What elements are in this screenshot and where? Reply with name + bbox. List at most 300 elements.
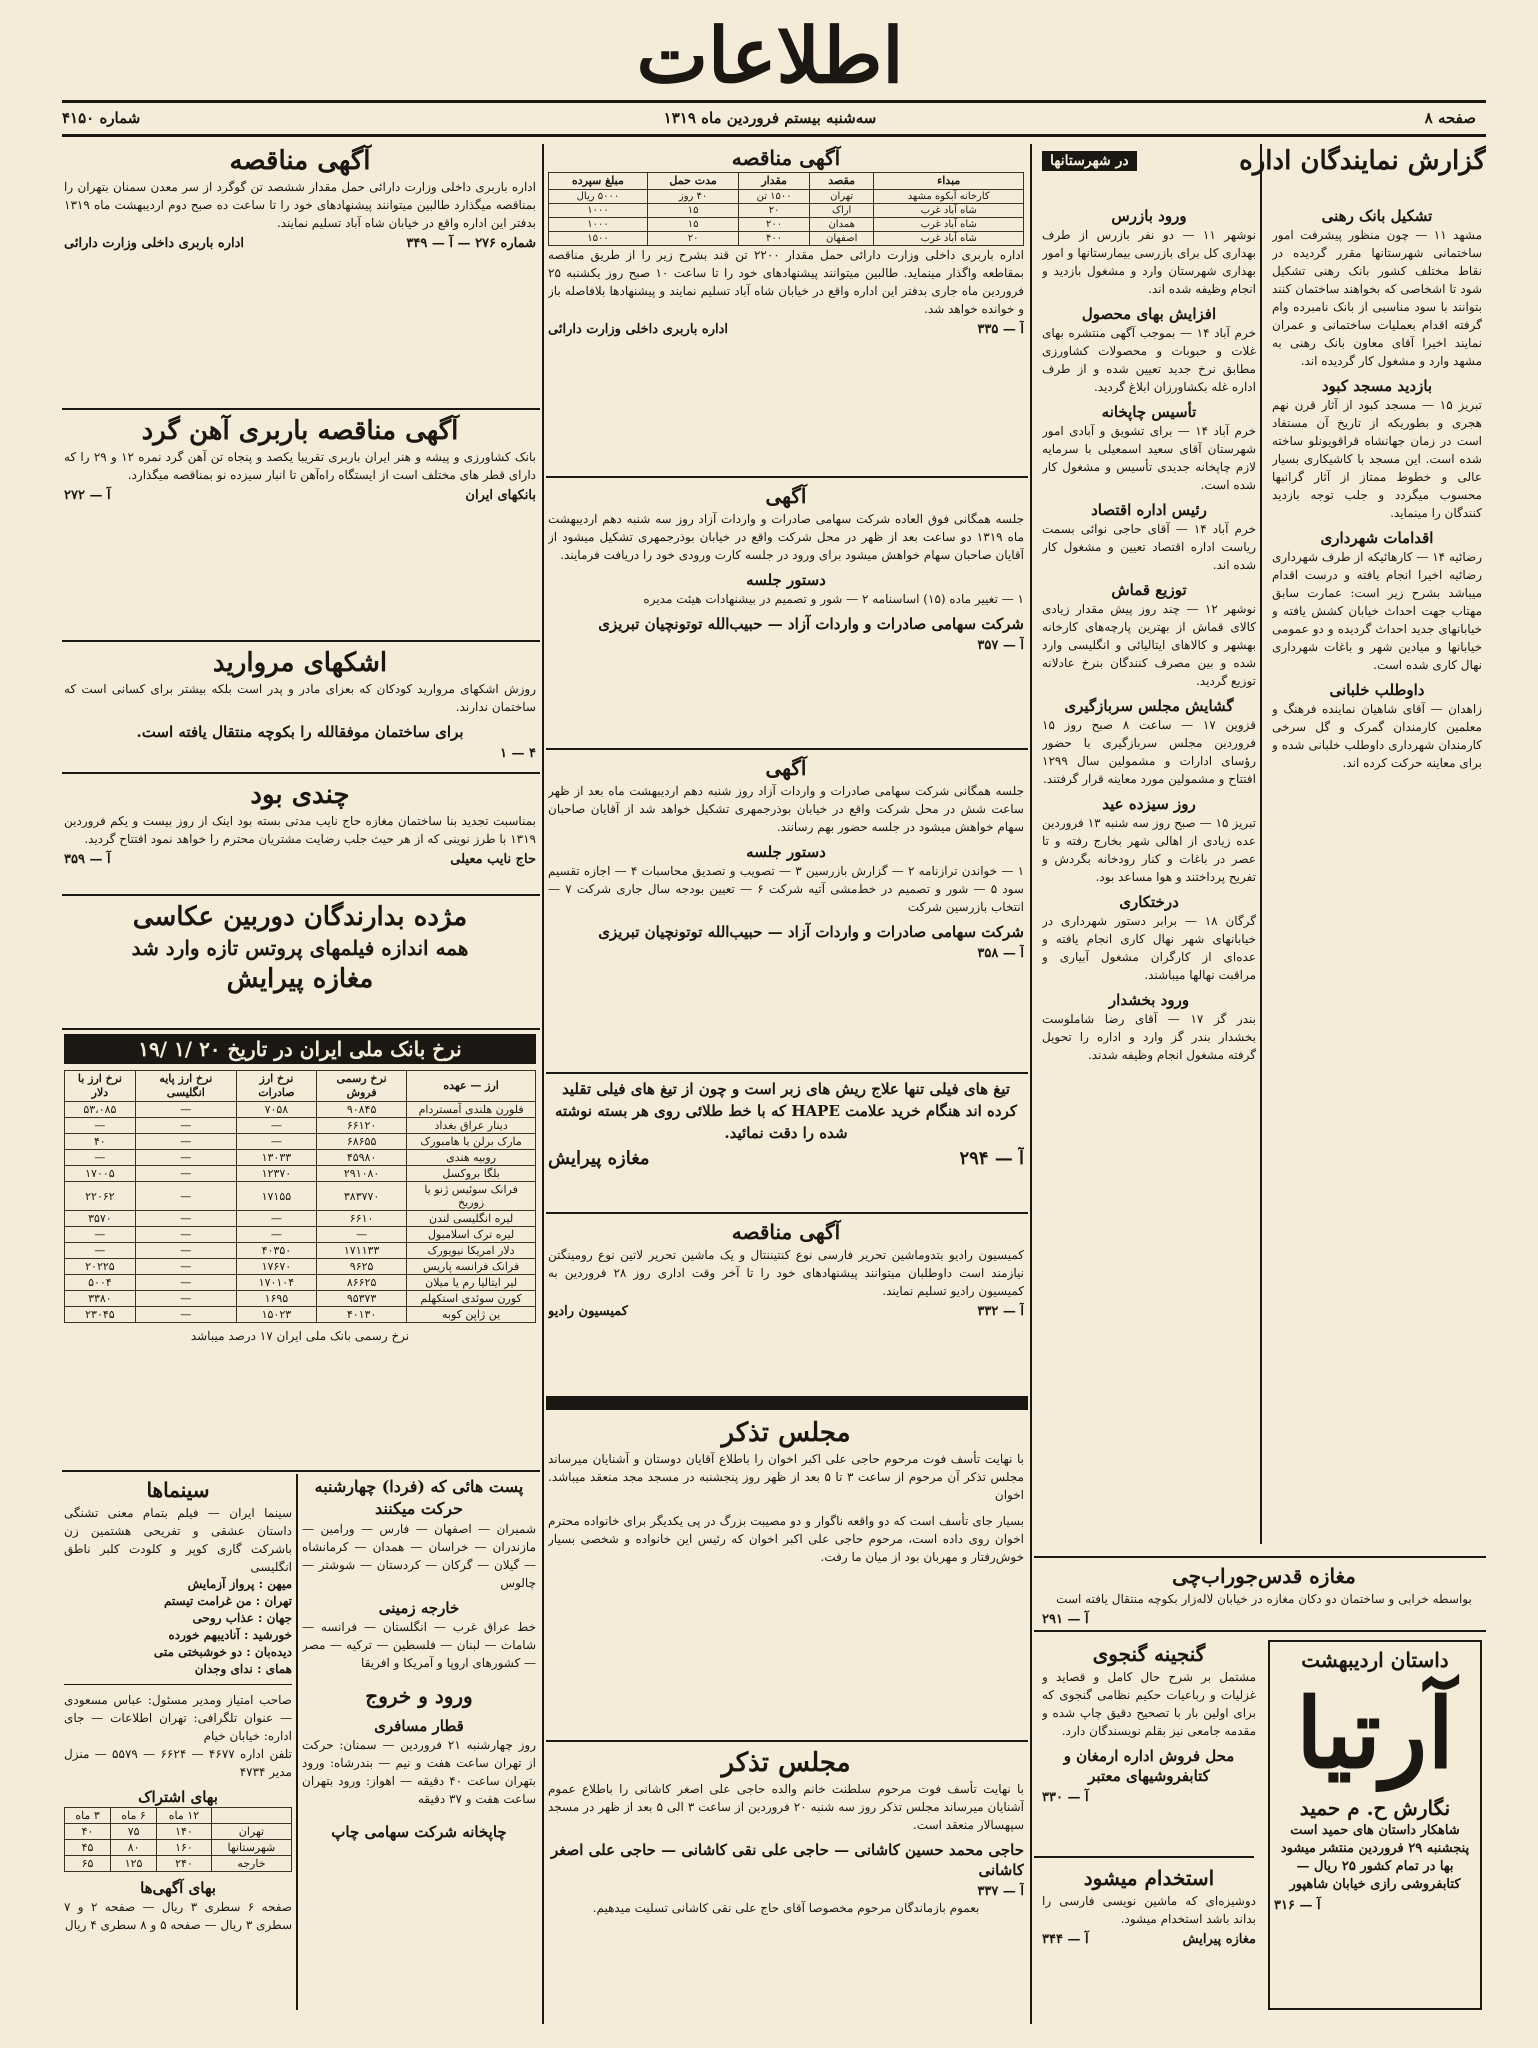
camera-film-text: همه اندازه فیلمهای پروتس تازه وارد شد: [131, 936, 469, 960]
tender-ad-sugar: [548, 144, 1024, 470]
iron-transport-ad: [64, 414, 536, 634]
memorial1-title: مجلس تذکر: [721, 1418, 851, 1448]
iron-transport-signature: بانکهای ایران: [465, 488, 536, 503]
rate-row: [65, 1259, 536, 1275]
chandi-title: چندی بود: [250, 780, 350, 810]
cinema-and-info: [64, 1476, 292, 2010]
pilot-article: زاهدان — آقای شاهیان نماینده فرهنگ و معلمین کارمندان گمرک و گل سرخی کارمندان شهرداری داوطلب خلبانی شده و برای معاینه حرکت کرده اند.: [1272, 702, 1482, 770]
rate-cell: —: [236, 1227, 316, 1243]
chandi-text: بمناسبت تجدید بنا ساختمان مغازه حاج نایب مدتی بسته بود اینک از روز بیست و یکم فروردین ۱۳۱۹ با طرز نوینی که از هر حیث جلب رضایت مشتریان محترم را خواهد نمود افتتاح گردید.: [64, 814, 536, 846]
subscription-table: [64, 1807, 292, 1872]
rate-cell: ۱۲۳۷۰: [236, 1166, 316, 1182]
phone-info: تلفن اداره ۴۶۷۷ — ۶۶۲۴ — ۵۵۷۹ — منزل مدیر ۴۷۳۴: [64, 1747, 292, 1779]
hiring-code: آ — ۳۴۴: [1042, 1932, 1089, 1947]
divider: [1034, 1630, 1486, 1632]
ganjineh-title: گنجینه گنجوی: [1092, 1642, 1206, 1666]
table-cell: ۵۰۰۰ ریال: [549, 190, 648, 204]
exchange-rates-title: نرخ بانک ملی ایران در تاریخ ۲۰ /۱ /۱۹: [64, 1034, 536, 1064]
rate-cell: —: [135, 1211, 236, 1227]
subscription-cell: ۸۰: [111, 1840, 157, 1856]
cinema-list-item: خورشید : آنادیبهم خورده: [168, 1628, 292, 1642]
rate-cell: لیره ترک اسلامبول: [407, 1227, 536, 1243]
rate-cell: —: [65, 1227, 136, 1243]
camera-film-ad: [64, 900, 536, 1024]
subscription-row: [65, 1808, 292, 1824]
rate-cell: —: [65, 1243, 136, 1259]
rate-cell: ۱۶۹۵: [236, 1291, 316, 1307]
divider: [546, 1740, 1028, 1742]
notice1-agenda-title: دستور جلسه: [746, 571, 826, 589]
rate-row: [65, 1134, 536, 1150]
rate-cell: ۴۰۳۵۰: [236, 1243, 316, 1259]
rate-cell: —: [135, 1102, 236, 1118]
cinema-list: [64, 1576, 292, 1678]
tender2-title: آگهی مناقصه: [731, 1220, 841, 1244]
rate-cell: ۲۹۱۰۸۰: [317, 1166, 407, 1182]
table-cell: ۲۰: [647, 232, 738, 246]
notice2-text: جلسه همگانی شرکت سهامی صادرات و واردات آزاد روز شنبه دهم اردیبهشت ماه بعد از ظهر ساعت شش در محل شرکت واقع در خیابان بوذرجمهری تشکیل خواهد شد از آقایان صاحبان سهام خواهش میشود در جلسه حضور بهم رسانند.: [548, 784, 1024, 834]
rate-row: [65, 1102, 536, 1118]
table-cell: ۲۰۰: [739, 218, 810, 232]
rate-cell: ۴۰: [65, 1134, 136, 1150]
tender2-text: کمیسیون رادیو بتدوماشین تحریر فارسی نوع کنتیننتال و یک ماشین تحریر لاتین نوع رومینگتن نیازمند است داوطلبان میتوانند پیشنهادهای خود را تا آخر وقت اداری روز ۲۸ فروردین به کمیسیون رادیو تسلیم نمایند.: [548, 1248, 1024, 1298]
rate-cell: ۷۰۵۸: [236, 1102, 316, 1118]
rate-cell: فرانک فرانسه پاریس: [407, 1259, 536, 1275]
rate-row: [65, 1227, 536, 1243]
rate-cell: —: [135, 1243, 236, 1259]
story-ad: [1268, 1640, 1482, 2010]
cinema-list-item: همای : ندای وجدان: [194, 1662, 292, 1676]
table-header-cell: نرخ ارز با دلار: [65, 1071, 136, 1102]
kuds-ad-text: بواسطه خرابی و ساختمان دو دکان مغازه در خیابان لاله‌زار بکوچه منتقال یافته است: [1056, 1592, 1472, 1606]
table-header-row: [549, 173, 1024, 190]
divider: [62, 640, 540, 642]
column-divider: [1260, 144, 1262, 1544]
rate-cell: ۱۷۱۱۳۳: [317, 1243, 407, 1259]
rate-cell: لیره انگلیسی لندن: [407, 1211, 536, 1227]
rate-row: [65, 1150, 536, 1166]
subscription-cell: تهران: [211, 1824, 291, 1840]
notice-ad-1: [548, 482, 1024, 744]
table-header-cell: نرخ ارز پایه انگلیسی: [135, 1071, 236, 1102]
rate-cell: —: [135, 1291, 236, 1307]
table-header-cell: نرخ رسمی فروش: [317, 1071, 407, 1102]
rate-cell: ۱۵۰۲۳: [236, 1307, 316, 1323]
tender1-text: اداره باربری داخلی وزارت دارائی حمل مقدار ۲۲۰۰ تن قند بشرح زیر را از طریق مناقصه بمقاطعه واگذار مینماید. طالبین میتوانند پیشنهادهای خود را تا ساعت ۱۰ صبح روز یکشنبه ۲۵ فروردین ماه جاری بدفتر این اداره واقع در خیابان شاه آباد تسلیم نمایند و پیشنهادها بلافاصله باز و خوانده خواهد شد.: [548, 248, 1024, 316]
rate-cell: —: [135, 1227, 236, 1243]
arrival-title: ورود و خروج: [365, 1684, 473, 1708]
exchange-rates-table: [64, 1070, 536, 1323]
rate-row: [65, 1166, 536, 1182]
exchange-rates: [64, 1034, 536, 1466]
table-cell: ۴۰ روز: [647, 190, 738, 204]
column-divider: [542, 144, 544, 2024]
razor-blade-text: تیغ های فیلی تنها علاج ریش های زبر است و چون از تیغ های فیلی تقلید کرده اند هنگام خرید علامت HAPE که با خط طلائی روی هر بسته نوشته شده را دقت نمائید.: [554, 1080, 1018, 1142]
table-cell: ۱۵۰۰: [549, 232, 648, 246]
hiring-ad: [1042, 1864, 1256, 2004]
price-headline: افزایش بهای محصول: [1081, 305, 1217, 323]
economy-article: خرم آباد ۱۴ — آقای حاجی نوائی بسمت ریاست اداره اقتصاد تعیین و مشغول کار شده اند.: [1042, 522, 1256, 572]
rate-cell: کورن سوئدی استکهلم: [407, 1291, 536, 1307]
divider: [546, 1212, 1028, 1214]
kuds-ad-title: مغازه قدس‌جوراب‌چی: [1172, 1564, 1356, 1588]
rate-cell: فلورن هلندی آمستردام: [407, 1102, 536, 1118]
post-and-trains: [302, 1476, 536, 2010]
masthead-rule-top: [62, 100, 1486, 103]
subscription-cell: ۳ ماه: [65, 1808, 111, 1824]
chandi-ad: [64, 778, 536, 890]
memorial2-text: با نهایت تأسف فوت مرحوم سلطنت خانم والده حاجی علی اصغر کاشانی را باطلاع عموم آشنایان میرساند مجلس تذکر روز سه شنبه ۲۰ فروردین از ساعت ۳ الی ۵ بعد از ظهر در مسجد سپهسالار منعقد است.: [548, 1782, 1024, 1832]
table-cell: ۱۵۰۰ تن: [739, 190, 810, 204]
port-headline: ورود بخشدار: [1108, 991, 1190, 1009]
story-ad-pretitle: داستان اردیبهشت: [1301, 1648, 1449, 1672]
rate-cell: ۱۷۱۵۵: [236, 1182, 316, 1211]
subscription-cell: ۴۵: [65, 1840, 111, 1856]
inspector-headline: ورود بازرس: [1111, 207, 1187, 225]
rate-row: [65, 1275, 536, 1291]
notice-ad-2: [548, 754, 1024, 1066]
notice2-agenda: ۱ — خواندن ترازنامه ۲ — گزارش بازرسین ۳ — تصویب و تصدیق محاسبات ۴ — اجازه تقسیم سود ۵ — شور و تصمیم در خط‌مشی آتیه شرکت ۶ — تعیین بودجه سال جاری شرکت ۷ — انتخاب بازرسین شرکت: [548, 864, 1024, 914]
chandi-code: آ — ۳۵۹: [64, 852, 111, 867]
divider: [1034, 1856, 1254, 1858]
masthead-rule-bottom: [62, 134, 1486, 137]
column-divider: [296, 1474, 298, 2010]
table-header-row: [65, 1071, 536, 1102]
ads-rate-text: صفحه ۶ سطری ۳ ریال — صفحه ۲ و ۷ سطری ۳ ریال — صفحه ۵ و ۸ سطری ۴ ریال: [64, 1900, 292, 1932]
story-ad-author: نگارش ح. م حمید: [1299, 1796, 1451, 1820]
arrival-sub: قطار مسافری: [374, 1717, 464, 1735]
iron-transport-text: بانک کشاورزی و پیشه و هنر ایران باربری تقریبا یکصد و پنجاه تن آهن گرد نمره ۱۲ و ۲۹ را که دارای قطر های مختلف است از ایستگاه راه‌آهن تا انبار سیزده نو بمناقصه میگذارد.: [64, 450, 536, 482]
hiring-shop: مغازه پیرایش: [1182, 1932, 1256, 1947]
ganjineh-code: آ — ۳۳۰: [1042, 1790, 1089, 1805]
post-foreign-title: خارجه زمینی: [378, 1599, 460, 1617]
kuds-ad-code: آ — ۲۹۱: [1042, 1612, 1089, 1624]
notice1-code: آ — ۳۵۷: [977, 638, 1024, 653]
municipal-article: رضائیه ۱۴ — کارهائیکه از طرف شهرداری رضائیه اخیرا انجام یافته و درست اقدام میباشد بشرح زیر است: عمارت سابق مهتاب جهت احداث خیابان کشش یافته و خیابانهای جدید احداث گردیده و دو عمومی خیابانها و میادین شهر و باغات شهرداری نهال کاری شده است.: [1272, 550, 1482, 672]
cinema-text: سینما ایران — فیلم بتمام معنی تشنگی داستان عشقی و تفریحی هشتمین زن باشرکت گاری کوپر و کلودت کلبر ناطق انگلیسی: [64, 1506, 292, 1574]
divider: [1034, 1556, 1486, 1558]
subscription-cell: شهرستانها: [211, 1840, 291, 1856]
rate-cell: —: [65, 1150, 136, 1166]
table-header-cell: نرخ ارز صادرات: [236, 1071, 316, 1102]
memorial2-title: مجلس تذکر: [721, 1748, 851, 1778]
table-cell: کارخانه آبکوه مشهد: [874, 190, 1024, 204]
table-cell: ۱۵: [647, 218, 738, 232]
iron-transport-code: آ — ۲۷۲: [64, 488, 111, 503]
table-row: [549, 204, 1024, 218]
subscription-row: [65, 1856, 292, 1872]
notice2-agenda-title: دستور جلسه: [746, 843, 826, 861]
rate-cell: دینار عراق بغداد: [407, 1118, 536, 1134]
table-cell: شاه آباد غرب: [874, 218, 1024, 232]
print-credit: چاپخانه شرکت سهامی چاپ: [331, 1823, 507, 1841]
pearl-tears-text: روزش اشکهای مروارید کودکان که بعزای مادر و پدر است بلکه بیشتر برای کسانی است که ساختمان ندارند.: [64, 682, 536, 714]
subscription-cell: ۶۵: [65, 1856, 111, 1872]
rate-cell: بلگا بروکسل: [407, 1166, 536, 1182]
pilot-headline: داوطلب خلبانی: [1329, 681, 1425, 699]
post-text: شمیران — اصفهان — فارس — ورامین — مازندران — خراسان — همدان — کرمانشاه — گیلان — گرکان — کردستان — شوشتر — چالوس: [302, 1522, 536, 1590]
tender1-code: آ — ۳۳۵: [977, 322, 1024, 337]
tender1-title: آگهی مناقصه: [731, 146, 841, 170]
rate-cell: —: [236, 1134, 316, 1150]
rate-cell: روبیه هندی: [407, 1150, 536, 1166]
subscription-row: [65, 1824, 292, 1840]
column-divider: [1030, 144, 1032, 2024]
rate-cell: ۱۳۰۳۳: [236, 1150, 316, 1166]
inspector-article: نوشهر ۱۱ — دو نفر بازرس از طرف بهداری کل برای بازرسی بیمارستانها و امور بهداری شهرستان وارد و مشغول بازدید و انجام وظیفه شده اند.: [1042, 228, 1256, 296]
subscription-title: بهای اشتراک: [138, 1788, 218, 1806]
rate-cell: ۶۶۱۲۰: [317, 1118, 407, 1134]
tender-ad-typewriter: [548, 1218, 1024, 1388]
memorial-ad-2: [548, 1746, 1024, 2010]
camera-film-shop: مغازه پیرایش: [226, 964, 374, 994]
rate-cell: ۳۳۸۰: [65, 1291, 136, 1307]
razor-blade-ad: [548, 1078, 1024, 1206]
mosque-headline: بازدید مسجد کبود: [1321, 377, 1433, 395]
table-cell: اصفهان: [809, 232, 873, 246]
divider: [546, 476, 1028, 478]
table-cell: تهران: [809, 190, 873, 204]
masthead-title: اطلاعات: [636, 11, 904, 100]
rate-cell: —: [135, 1259, 236, 1275]
pearl-tears-ad: [64, 646, 536, 766]
rate-cell: —: [135, 1118, 236, 1134]
notice1-text: جلسه همگانی فوق العاده شرکت سهامی صادرات و واردات آزاد روز سه شنبه دهم اردیبهشت ماه ۱۳۱۹ دو ساعت بعد از ظهر در محل شرکت واقع در خیابان بوذرجمهری تشکیل میشود از آقایان صاحبان سهام خواهش میشود برای ورود در جلسه کارت ورودی خود را دریافت فرمایند.: [548, 512, 1024, 562]
table-cell: اراک: [809, 204, 873, 218]
mosque-article: تبریز ۱۵ — مسجد کبود از آثار قرن نهم هجری و بطوریکه از تاریخ آن مستفاد است در زمان جهانشاه قراقویونلو ساخته شده است. این مسجد با کاشیکاری بسیار عالی و خطوط ممتاز از آثار گرانبها محسوب میگردد و جلب توجه بازدید کنندگان را مینماید.: [1272, 398, 1482, 520]
memorial1-text: با نهایت تأسف فوت مرحوم حاجی علی اکبر اخوان را باطلاع آقایان دوستان و آشنایان میرساند مجلس تذکر آن مرحوم از ساعت ۳ تا ۵ بعد از ظهر روز پنجشنبه در مسجد مجد منعقد میباشد. اخوان: [548, 1452, 1024, 1502]
rate-row: [65, 1211, 536, 1227]
sulfur-tender-title: آگهی مناقصه: [229, 146, 371, 176]
cinema-title: سینماها: [146, 1478, 210, 1502]
sizdah-article: تبریز ۱۵ — صبح روز سه شنبه ۱۳ فروردین عده زیادی از اهالی شهر بخارج رفته و تا عصر در باغات و کنار رودخانه بگردش و تفریح پرداختند و هوا مساعد بود.: [1042, 816, 1256, 884]
port-article: بندر گز ۱۷ — آقای رضا شاملوست بخشدار بندر گز وارد و اداره را تحویل گرفته مشغول انجام وظیفه شدند.: [1042, 1012, 1256, 1062]
ganjineh-ad: [1042, 1640, 1256, 1850]
memorial2-footer: بعموم بازماندگان مرحوم مخصوصا آقای حاج علی نقی کاشانی تسلیت میدهیم.: [592, 1901, 980, 1915]
subscription-cell: ۱۲۵: [111, 1856, 157, 1872]
notice1-agenda: ۱ — تغییر ماده (۱۵) اساسنامه ۲ — شور و تصمیم در بیشنهادات هیئت مدیره: [643, 592, 1024, 606]
rate-cell: —: [135, 1166, 236, 1182]
tender2-code: آ — ۳۳۲: [977, 1304, 1024, 1319]
divider: [546, 1072, 1028, 1074]
post-title: پست هائی که (فردا) چهارشنبه حرکت میکنند: [314, 1477, 524, 1518]
rate-cell: ۶۸۶۵۵: [317, 1134, 407, 1150]
table-header-cell: مقدار: [739, 173, 810, 190]
rate-cell: —: [135, 1150, 236, 1166]
table-cell: شاه آباد غرب: [874, 232, 1024, 246]
notice2-code: آ — ۳۵۸: [977, 946, 1024, 961]
story-ad-title: آرتیا: [1296, 1677, 1454, 1790]
subscription-cell: ۷۵: [111, 1824, 157, 1840]
kuds-ad: [1042, 1562, 1486, 1624]
rate-cell: ۲۲۰۶۲: [65, 1182, 136, 1211]
rate-cell: فرانک سوئیس ژنو یا زوریخ: [407, 1182, 536, 1211]
memorial2-code: آ — ۳۳۷: [977, 1884, 1024, 1899]
notice1-title: آگهی: [765, 484, 807, 508]
rate-row: [65, 1118, 536, 1134]
rate-row: [65, 1182, 536, 1211]
provinces-subcolumn-right: [1272, 200, 1482, 1560]
table-row: [549, 218, 1024, 232]
tender1-signature: اداره باربری داخلی وزارت دارائی: [548, 322, 729, 337]
tender-ad-sulfur: [64, 144, 536, 404]
printing-headline: تأسیس چاپخانه: [1101, 403, 1197, 421]
rate-cell: ۹۶۲۵: [317, 1259, 407, 1275]
subscription-cell: ۱۴۰: [157, 1824, 212, 1840]
rate-cell: ۶۶۱۰: [317, 1211, 407, 1227]
hiring-title: استخدام میشود: [1083, 1866, 1215, 1890]
iron-transport-title: آگهی مناقصه باربری آهن گرد: [141, 416, 459, 446]
table-cell: ۲۰: [739, 204, 810, 218]
subscription-cell: ۱۶۰: [157, 1840, 212, 1856]
rate-cell: —: [317, 1227, 407, 1243]
rate-cell: —: [135, 1275, 236, 1291]
economy-headline: رئیس اداره اقتصاد: [1091, 501, 1207, 519]
arrival-text: روز چهارشنبه ۲۱ فروردین — سمنان: حرکت از تهران ساعت هفت و نیم — بندرشاه: ورود بتهران ساعت ۴۰ دقیقه — اهواز: ورود بتهران ساعت هفت و ۳۷ دقیقه: [302, 1738, 536, 1806]
bank-headline: تشکیل بانک رهنی: [1321, 207, 1433, 225]
tree-article: گرگان ۱۸ — برابر دستور شهرداری در خیابانهای شهر نهال کاری انجام یافته و عده‌ای از کارگران مشغول آبیاری و مراقبت نهالها میباشند.: [1042, 914, 1256, 982]
rate-cell: ۱۷۶۷۰: [236, 1259, 316, 1275]
rate-cell: دلار امریکا نیویورک: [407, 1243, 536, 1259]
date-line: سه‌شنبه بیستم فروردین ماه ۱۳۱۹: [663, 109, 877, 127]
rate-cell: ۳۵۷۰: [65, 1211, 136, 1227]
sulfur-tender-code: شماره ۲۷۶ — آ — ۳۴۹: [406, 236, 536, 251]
bank-article: مشهد ۱۱ — چون منظور پیشرفت امور ساختمانی شهرستانها مقرر گردیده در نقاط مختلف کشور بانک رهنی تشکیل شود تا اشخاصی که بخواهند ساختمان کنند بتوانند با سود مناسبی از بانک نامبرده وام گرفته اقدام بعملیات ساختمانی و عمران نمایند اخیرا آقای معاون بانک رهنی به مشهد وارد و مشغول کار گردیده اند.: [1272, 228, 1482, 368]
rate-cell: ۳۸۳۷۷۰: [317, 1182, 407, 1211]
rate-cell: ۱۷۰۰۵: [65, 1166, 136, 1182]
table-header-cell: ارز — عهده: [407, 1071, 536, 1102]
story-ad-text: شاهکار داستان های حمید است پنجشنبه ۲۹ فروردین منتشر میشود بها در تمام کشور ۲۵ ریال — کتابفروشی رازی خیابان شاهپور: [1280, 1823, 1470, 1892]
price-article: خرم آباد ۱۴ — بموجب آگهی منتشره بهای غلات و حبوبات و محصولات کشاورزی مطابق نرخ جدید تعیین شده و از طرف اداره غله بکشاورزان ابلاغ گردید.: [1042, 326, 1256, 394]
subscription-cell: ۴۰: [65, 1824, 111, 1840]
razor-blade-code: آ — ۲۹۴: [959, 1148, 1024, 1169]
rate-cell: —: [236, 1211, 316, 1227]
table-cell: همدان: [809, 218, 873, 232]
page-number: صفحه ۸: [1424, 109, 1476, 127]
table-cell: ۱۰۰۰: [549, 204, 648, 218]
sulfur-tender-text: اداره باربری داخلی وزارت دارائی حمل مقدار ششصد تن گوگرد از سر معدن سمنان بتهران را بمناقصه میگذارد طالبین میتوانند پیشنهادهای خود را تا ساعت ده صبح دوم اردیبهشت ماه ۱۳۱۹ بدفتر این اداره واقع در خیابان شاه آباد تسلیم نمایند.: [64, 180, 536, 230]
owner-info: صاحب امتیاز ومدیر مسئول: عباس مسعودی — عنوان تلگرافی: تهران اطلاعات — جای اداره: خیابان خیام: [64, 1693, 292, 1743]
memorial-ad-1: [548, 1416, 1024, 1736]
notice1-signature: شرکت سهامی صادرات و واردات آزاد — حبیب‌الله توتونچیان تبریزی: [598, 615, 1024, 633]
section-label: در شهرستانها: [1042, 151, 1137, 171]
table-cell: ۱۵: [647, 204, 738, 218]
sulfur-tender-signature: اداره باربری داخلی وزارت دارائی: [64, 236, 245, 251]
table-header-cell: مبداء: [874, 173, 1024, 190]
divider: [62, 408, 540, 410]
cinema-list-item: دیده‌بان : دو خوشبختی متی: [153, 1645, 292, 1659]
rate-cell: ۵۰۰۴: [65, 1275, 136, 1291]
rate-cell: ۴۵۹۸۰: [317, 1150, 407, 1166]
rate-cell: ۸۶۶۲۵: [317, 1275, 407, 1291]
rate-cell: —: [135, 1307, 236, 1323]
sizdah-headline: روز سیزده عید: [1102, 795, 1196, 813]
black-band: [546, 1396, 1028, 1410]
memorial2-signature: حاجی محمد حسین کاشانی — حاجی علی نقی کاشانی — حاجی علی اصغر کاشانی: [551, 1841, 1024, 1879]
table-header-cell: مدت حمل: [647, 173, 738, 190]
divider: [64, 1684, 292, 1685]
provinces-header: [1042, 144, 1486, 190]
tender1-table: [548, 172, 1024, 246]
divider: [62, 1470, 540, 1472]
notice2-title: آگهی: [765, 756, 807, 780]
issue-number: شماره ۴۱۵۰: [62, 109, 141, 127]
divider: [62, 894, 540, 896]
fabric-headline: توزیع قماش: [1111, 581, 1187, 599]
subscription-cell: ۶ ماه: [111, 1808, 157, 1824]
table-cell: ۴۰۰: [739, 232, 810, 246]
ganjineh-text: مشتمل بر شرح حال کامل و قصاید و غزلیات و رباعیات حکیم نظامی گنجوی که برای اولین بار با تصحیح دقیق چاپ شده و مقدمه جامعی نیز بقلم نویسندگان دارد.: [1042, 1670, 1256, 1738]
provinces-subcolumn-left: [1042, 200, 1256, 1560]
rate-cell: ۱۷۰۱۰۴: [236, 1275, 316, 1291]
table-row: [549, 190, 1024, 204]
exchange-rates-note: نرخ رسمی بانک ملی ایران ۱۷ درصد میباشد: [190, 1329, 410, 1343]
tree-headline: درختکاری: [1119, 893, 1179, 911]
rate-cell: ۵۳،۰۸۵: [65, 1102, 136, 1118]
army-headline: گشایش مجلس سربازگیری: [1064, 697, 1234, 715]
story-ad-code: آ — ۳۱۶: [1274, 1898, 1321, 1913]
table-header-cell: مقصد: [809, 173, 873, 190]
ads-rate-title: بهای آگهی‌ها: [140, 1879, 216, 1897]
memorial1-note: بسیار جای تأسف است که دو واقعه ناگوار و دو مصیبت بزرگ در پی یکدیگر برای خانواده محترم اخوان روی داده است، مرحوم حاجی علی اکبر اخوان که رئیس این خانواده و شخصی بسیار خوش‌رفتار و مهربان بود از میان ما رفت.: [548, 1514, 1024, 1564]
cinema-list-item: جهان : عذاب روحی: [192, 1611, 292, 1625]
rate-cell: ۲۰۲۲۵: [65, 1259, 136, 1275]
divider: [546, 748, 1028, 750]
pearl-tears-sub: برای ساختمان موفقالله را بکوچه منتقال یافته است.: [136, 723, 464, 741]
subscription-cell: ۱۲ ماه: [157, 1808, 212, 1824]
rate-cell: ۲۳۰۴۵: [65, 1307, 136, 1323]
army-article: قزوین ۱۷ — ساعت ۸ صبح روز ۱۵ فروردین مجلس سربازگیری با حضور رؤسای ادارات و مشمولین سال ۱۲۹۹ افتتاح و مشمولین مورد معاینه قرار گرفتند.: [1042, 718, 1256, 786]
rate-cell: ۹۵۳۷۳: [317, 1291, 407, 1307]
rate-cell: مارک برلن یا هامبورک: [407, 1134, 536, 1150]
post-foreign-text: خط عراق غرب — انگلستان — فرانسه — شامات — لبنان — فلسطین — ترکیه — مصر — کشورهای اروپا و آمریکا و افریقا: [302, 1620, 536, 1670]
divider: [62, 772, 540, 774]
hiring-text: دوشیزه‌ای که ماشین نویسی فارسی را بداند باشد استخدام میشود.: [1042, 1894, 1256, 1926]
rate-cell: —: [135, 1134, 236, 1150]
ganjineh-sub: محل فروش اداره ارمغان و کتابفروشیهای معتبر: [1063, 1747, 1235, 1785]
rate-cell: ین ژاپن کوبه: [407, 1307, 536, 1323]
rate-cell: ۹۰۸۴۵: [317, 1102, 407, 1118]
cinema-list-item: میهن : پرواز آزمایش: [187, 1577, 292, 1591]
pearl-tears-code: ۴ — ۱: [499, 746, 536, 761]
table-header-cell: مبلغ سپرده: [549, 173, 648, 190]
fabric-article: نوشهر ۱۲ — چند روز پیش مقدار زیادی کالای قماش از بهترین پارچه‌های کارخانه بهشهر و کالاهای ایتالیائی و انگلیسی وارد شده و بین مصرف کنندگان بنرخ عادلانه توزیع گردید.: [1042, 602, 1256, 688]
rate-cell: ۴۰۱۳۰: [317, 1307, 407, 1323]
table-cell: ۱۰۰۰: [549, 218, 648, 232]
cinema-list-item: تهران : من غرامت تیستم: [163, 1594, 292, 1608]
rate-cell: لیر ایتالیا رم یا میلان: [407, 1275, 536, 1291]
subscription-cell: ۲۴۰: [157, 1856, 212, 1872]
table-cell: شاه آباد غرب: [874, 204, 1024, 218]
rate-cell: —: [65, 1118, 136, 1134]
camera-film-title: مژده بدارندگان دوربین عکاسی: [132, 902, 468, 932]
provinces-heading: گزارش نمایندگان اداره: [1239, 146, 1486, 176]
rate-row: [65, 1307, 536, 1323]
razor-blade-shop: مغازه پیرایش: [548, 1148, 650, 1169]
subscription-cell: [211, 1808, 291, 1824]
pearl-tears-title: اشکهای مروارید: [212, 648, 388, 678]
subscription-row: [65, 1840, 292, 1856]
chandi-signature: حاج نایب معیلی: [450, 852, 536, 867]
rate-cell: —: [135, 1182, 236, 1211]
printing-article: خرم آباد ۱۴ — برای تشویق و آبادی امور شهرستان آقای سعید اسمعیلی با سرمایه لازم چاپخانه جدیدی تأسیس و مشغول کار شده است.: [1042, 424, 1256, 492]
table-row: [549, 232, 1024, 246]
divider: [62, 1028, 540, 1030]
rate-row: [65, 1243, 536, 1259]
rate-cell: —: [236, 1118, 316, 1134]
notice2-signature: شرکت سهامی صادرات و واردات آزاد — حبیب‌الله توتونچیان تبریزی: [598, 923, 1024, 941]
rate-row: [65, 1291, 536, 1307]
